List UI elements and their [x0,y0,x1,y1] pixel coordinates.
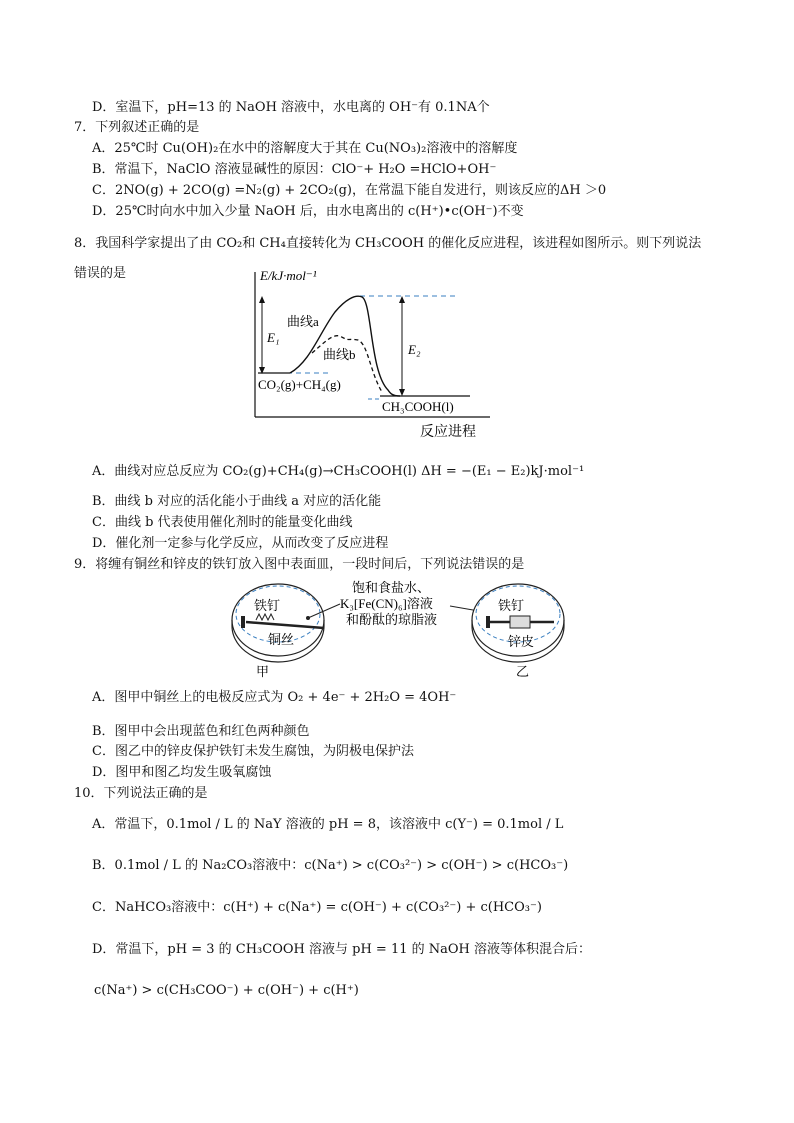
q10-option-a: A．常温下，0.1mol / L 的 NaY 溶液的 pH = 8，该溶液中 c(Y⁻) = 0.1mol / L [92,817,564,832]
label-copper: 铜丝 [268,632,295,647]
label-solution-2: K₃[Fe(CN)₆]溶液 [340,596,433,611]
label-solution-3: 和酚酞的琼脂液 [346,612,438,627]
q7-option-d: D．25℃时向水中加入少量 NaOH 后，由水电离出的 c(H⁺)•c(OH⁻)不变 [92,204,524,219]
q9-option-d: D．图甲和图乙均发生吸氧腐蚀 [92,765,272,780]
e1-arrow-head-top [259,296,265,303]
q7-option-a: A．25℃时 Cu(OH)₂在水中的溶解度大于其在 Cu(NO₃)₂溶液中的溶解度 [92,141,518,156]
q10-option-c: C．NaHCO₃溶液中：c(H⁺) + c(Na⁺) = c(OH⁻) + c(CO₃²⁻) + c(HCO₃⁻) [92,900,542,915]
e1-label: E₁ [267,330,280,345]
x-axis-label: 反应进程 [420,425,476,440]
y-axis-label: E/kJ·mol⁻¹ [260,268,317,283]
q8-option-b: B．曲线 b 对应的活化能小于曲线 a 对应的活化能 [92,494,382,509]
q9-option-a: A．图甲中铜丝上的电极反应式为 O₂ + 4e⁻ + 2H₂O = 4OH⁻ [92,690,457,705]
e2-arrow-head-bottom [399,389,405,396]
e2-label: E₂ [408,342,421,357]
product-label: CH₃COOH(l) [382,399,454,414]
label-nail-right: 铁钉 [498,598,525,613]
q8-stem-line2: 错误的是 [74,266,127,281]
q9-corrosion-figure [228,576,573,681]
q7-option-b: B．常温下，NaClO 溶液显碱性的原因：ClO⁻+ H₂O =HClO+OH⁻ [92,162,497,177]
dish-jia [232,584,324,662]
reactant-label: CO₂(g)+CH₄(g) [258,377,341,392]
q8-stem-line1: 8．我国科学家提出了由 CO₂和 CH₄直接转化为 CH₃COOH 的催化反应进程，该进程如图所示。则下列说法 [74,236,702,251]
q9-stem: 9．将缠有铜丝和锌皮的铁钉放入图中表面皿，一段时间后，下列说法错误的是 [74,557,525,572]
q8-option-d: D．催化剂一定参与化学反应，从而改变了反应进程 [92,536,389,551]
label-jia: 甲 [256,664,270,679]
q10-stem: 10．下列说法正确的是 [74,786,208,801]
label-zinc: 锌皮 [508,634,535,649]
label-yi: 乙 [516,664,530,679]
label-nail-left: 铁钉 [254,598,281,613]
q8-option-a: A．曲线对应总反应为 CO₂(g)+CH₄(g)→CH₃COOH(l) ΔH = −(E₁ − E₂)kJ·mol⁻¹ [92,464,585,479]
q7-stem: 7．下列叙述正确的是 [74,120,200,135]
q6-option-d: D．室温下，pH=13 的 NaOH 溶液中，水电离的 OH⁻有 0.1NA个 [92,100,490,115]
curve-a-label: 曲线a [287,314,319,329]
q9-option-c: C．图乙中的锌皮保护铁钉未发生腐蚀，为阴极电保护法 [92,744,414,759]
label-solution-1: 饱和食盐水、 [352,580,431,595]
e2-arrow-head-top [399,296,405,303]
q7-option-c: C．2NO(g) + 2CO(g) =N₂(g) + 2CO₂(g)，在常温下能自发进行，则该反应的ΔH ＞0 [92,183,607,198]
q8-option-c: C．曲线 b 代表使用催化剂时的能量变化曲线 [92,515,353,530]
q10-option-d-line1: D．常温下，pH = 3 的 CH₃COOH 溶液与 pH = 11 的 NaOH 溶液等体积混合后： [92,942,592,957]
q9-option-b: B．图甲中会出现蓝色和红色两种颜色 [92,724,310,739]
q8-energy-diagram [240,262,500,442]
q10-option-d-line2: c(Na⁺) > c(CH₃COO⁻) + c(OH⁻) + c(H⁺) [94,983,359,998]
curve-b-label: 曲线b [323,347,356,362]
q10-option-b: B．0.1mol / L 的 Na₂CO₃溶液中：c(Na⁺) > c(CO₃²⁻) > c(OH⁻) > c(HCO₃⁻) [92,858,569,873]
